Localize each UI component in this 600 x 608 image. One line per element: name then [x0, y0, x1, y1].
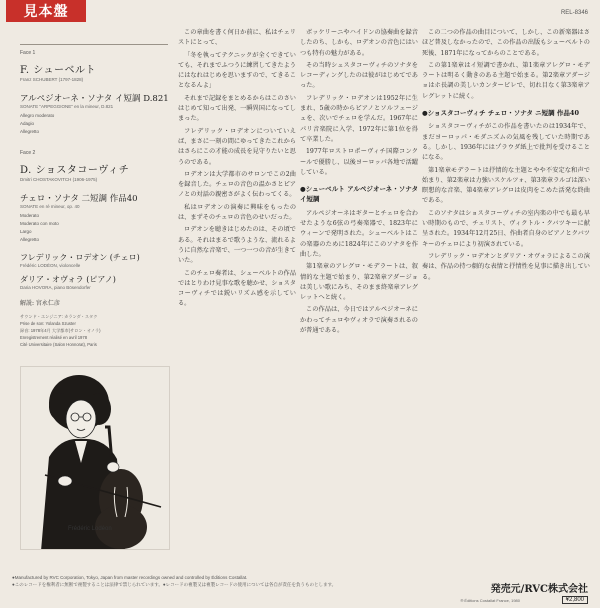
section-heading: ●ショスタコーヴィチ チェロ・ソナタ ニ短調 作品40 — [422, 109, 579, 118]
paragraph: 1977年ロストロポーヴィチ国際コンクールで優勝し、以後ヨーロッパ各地で活躍している。 — [300, 148, 418, 176]
side-1 — [20, 50, 170, 136]
section-heading: ●シューベルト アルペジオーネ・ソナタ イ短調 — [300, 185, 418, 204]
paragraph: 「冬を執ってテクニックが全くできていても、それまでふつうに練習してきたようにはなれはじめを思いますので、てきることなるんよ」 — [178, 51, 296, 90]
performer-name-en: Frédéric LODÉON, violoncelle — [20, 263, 81, 268]
paragraph: この作品は、今日ではアルペジオーネにかわってチェロやヴィオラで演奏されるのが普通である。 — [300, 306, 418, 335]
paragraph: ロデオンは大学都市のサロンでこの2曲を録音した。チェロの音色の温かさとピアノとの対話の親密さがよく伝わってくる。 — [178, 170, 296, 199]
movement: Largo — [20, 229, 32, 234]
composer-en: Franz SCHUBERT (1797-1828) — [20, 77, 84, 82]
paragraph: 第1楽章のアレグロ・モデラートは、叙情的な主題で始まり、第2楽章アダージョは美しい歌にみち、そのまま終楽章アレグレットへと続く。 — [300, 263, 418, 302]
work-title-jp: アルペジオーネ・ソナタ イ短調 D.821 — [20, 94, 169, 104]
program-listing — [20, 50, 170, 348]
paragraph: この章曲を書く何日か前に、私はチェリストにとって、 — [178, 29, 296, 47]
paragraph: ロデオンを聴きはじめたのは、その頃である。それはまるで歌うような、流れるように自然な音楽で、一つ一つの音が生きていた。 — [178, 226, 296, 265]
notes-author: 解説: 宮永仁彦 — [20, 300, 60, 307]
paragraph: その当時シュスタコーヴィチのソナタをレコーディングしたのは彼がはじめてであった。 — [300, 61, 418, 90]
work-title-en: SONATE en ré mineur, op. 40 — [20, 204, 80, 209]
paragraph: 第1楽章モデラートは抒情的な主題とやや不安定な和声で始まり、第2楽章は力強いスケルツォ、第3楽章ラルゴは深い瞑想的な音楽、第4楽章アレグロは皮肉をこめた活発な終曲である。 — [422, 166, 591, 205]
manufacturer-notice — [12, 574, 392, 588]
face-label: Face 2 — [20, 150, 36, 156]
paragraph: このチェロ奏者は、シューベルトの作品ではとりわけ見事な歌を聴かせ、ショスタコーヴィチでは鋭いリズム感を示している。 — [178, 269, 296, 308]
recording-credits — [20, 313, 170, 348]
composer-jp: D. ショスタコーヴィチ — [20, 165, 130, 176]
price-tag: ¥2,800 — [562, 596, 588, 604]
notes-column-3 — [422, 28, 590, 285]
catalog-number: REL-8346 — [560, 10, 588, 16]
movement: Allegretto — [20, 129, 40, 134]
cellist-illustration — [21, 367, 170, 550]
face-label: Face 1 — [20, 50, 36, 56]
paragraph: フレデリック・ロデオンは1952年に生まれ、5歳の時からピアノとソルフェージュを、次いでチェロを学んだ。1967年にパリ音楽院に入学、1972年に第1位を得て卒業した。 — [300, 94, 418, 143]
composer-en: Dmitri CHOSTAKOVITCH (1906-1975) — [20, 177, 98, 182]
credit-line: Cité Universitaire (Salon Honnorat), Paris — [20, 342, 97, 347]
paragraph: このソナタはショスタコーヴィチの室内楽の中でも最も早い時期のもので、チェリスト、ヴィクトル・クバツキーに献呈された。1934年12月25日、作曲者自身のピアノとクバツキーのチェロにより初演されている。 — [422, 209, 590, 248]
footer-line: ●このレコードを権利者に無断で複製することは法律で禁じられています。●レコードの複製又は複製レコードの使用については各自が責任を負うものとします。 — [12, 582, 337, 587]
work-title-en: SONATE "ARPEGGIONE" en la mineur, D.821 — [20, 104, 114, 109]
performer-name-jp: フレデリック・ロデオン (チェロ) — [20, 253, 140, 262]
movement: Moderato — [20, 213, 40, 218]
performers — [20, 252, 170, 290]
movement-list — [20, 112, 170, 136]
composer-jp: F. シューベルト — [20, 65, 97, 76]
movement-list — [20, 212, 170, 244]
paragraph: 私はロデオンの演奏に興味をもったのは、まずそのチェロの音色のせいだった。 — [178, 203, 296, 222]
paragraph: この第1楽章はイ短調で書かれ、第1楽章アレグロ・モデラートは明るく動きのある主題で始まる。第2楽章アダージョはホ長調の美しいカンタービレで、切れ目なく第3楽章アレグレットに続く。 — [422, 61, 590, 100]
credit-line: 録音: 1978年4月 大学都市(サロン・オノラ) — [20, 328, 101, 333]
sample-stamp: 見本盤 — [6, 0, 86, 22]
paragraph: この二つの作品の曲目について、しかし、この新楽器はさほど普及しなかったので、この作品の出版もシューベルトの死後、1871年になってからのことである。 — [422, 29, 590, 57]
movement: Allegro moderato — [20, 113, 55, 118]
movement: Adagio — [20, 121, 35, 126]
footer-line: ●Manufactured by RVC Corporation, Tokyo, Japan from master recordings owned and controlled by Éditions Costallat. — [12, 575, 248, 580]
divider — [20, 44, 168, 45]
notes-column-1 — [178, 28, 296, 312]
performer-photo — [20, 366, 170, 550]
publisher: 発売元/RVC株式会社 — [490, 584, 588, 595]
paragraph: フレデリック・ロデオンとダリア・オヴォラによるこの演奏は、作品の持つ劇的な表情と抒情性を見事に描き出している。 — [422, 252, 590, 281]
credit-line: Prise de son: Yolanda Szuster — [20, 321, 76, 326]
paragraph: フレデリック・ロデオンについていえば、まさに一刻の間にゆってきたこれからはさらにこの才能の成長を見守りたいと思うのである。 — [178, 127, 296, 166]
performer-name-jp: ダリア・オヴォラ (ピアノ) — [20, 275, 116, 284]
work-title-jp: チェロ・ソナタ 二短調 作品40 — [20, 194, 138, 204]
paragraph: それまで記録をまとめるからはこのさいはじめて知って出発、一瞬異国になってしまった。 — [178, 94, 296, 123]
paragraph: ショスタコーヴィチがこの作品を書いたのは1934年で、まだヨーロッパ・モダニズムの気風を残していた時期である。しかし、1936年にはプラウダ紙上で批判を受けることになる。 — [422, 123, 590, 162]
notes-column-2 — [300, 28, 418, 338]
copyright: ℗ Éditions Costallat France, 1980 — [460, 598, 520, 603]
movement: Moderato con moto — [20, 221, 59, 226]
credit-line: サウンド・エンジニア: カランダ・スタク — [20, 314, 98, 319]
paragraph: アルペジオーネはギターとチェロを合わせたような6弦の弓奏楽器で、1823年にウィーンで発明された。シューベルトはこの楽器のために1824年にこのソナタを作曲した。 — [300, 209, 418, 258]
photo-caption: Frédéric Lodéon — [68, 526, 112, 532]
paragraph: ボッケリーニやハイドンの協奏曲を録音したのち、しかも、ロデオンの音色にはいつも特有の魅力がある。 — [300, 29, 418, 57]
movement: Allegretto — [20, 237, 40, 242]
side-2 — [20, 150, 170, 244]
credit-line: Enregistrement réalisé en avril 1978 — [20, 335, 88, 340]
performer-name-en: Daria HOVORA, piano Bösendorfer — [20, 285, 91, 290]
